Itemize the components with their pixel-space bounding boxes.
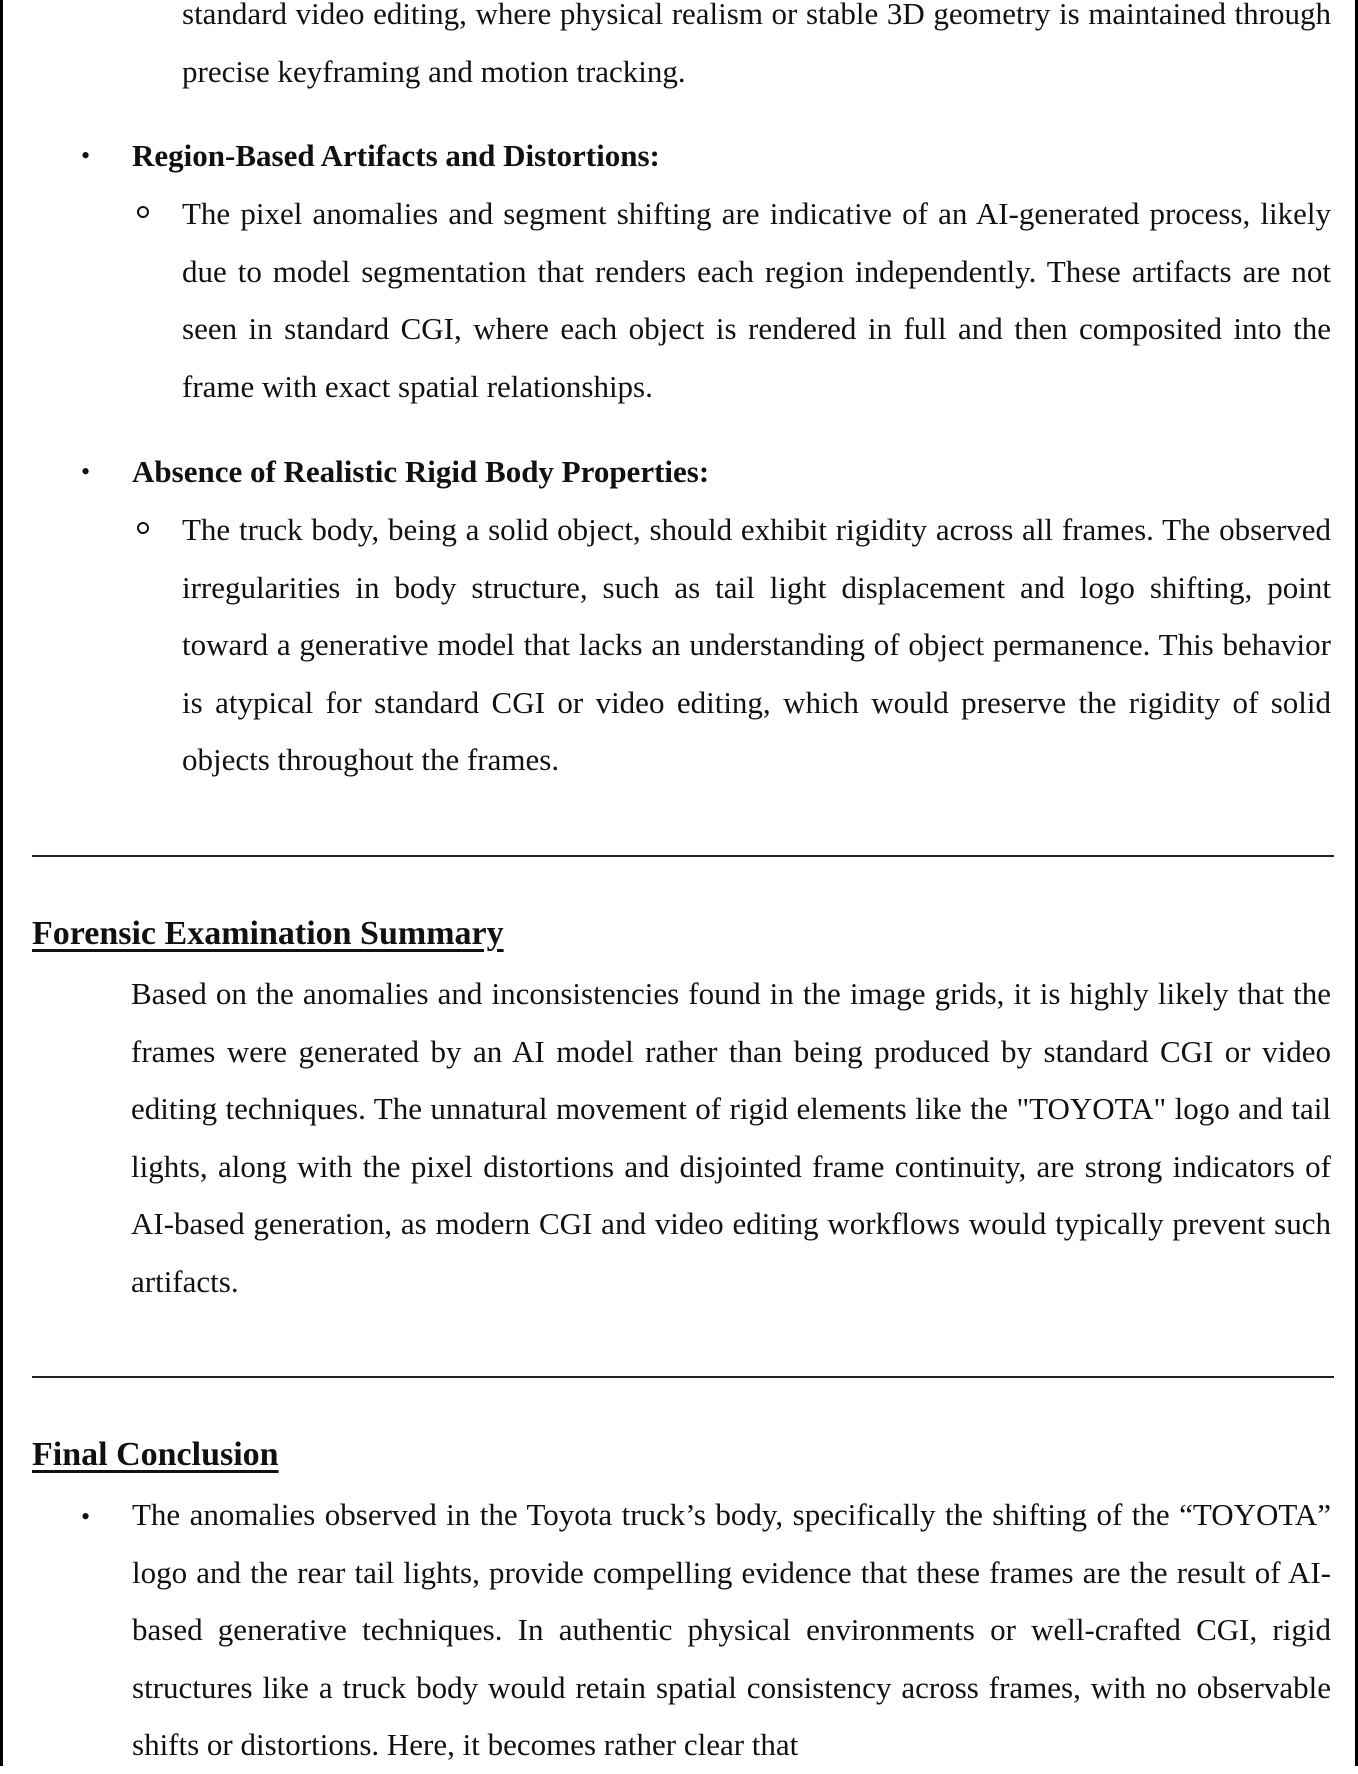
section-heading-forensic-summary: Forensic Examination Summary [32, 915, 504, 952]
continued-paragraph: standard video editing, where physical realism or stable 3D geometry is maintained through precise keyframing and motion tracking. [182, 0, 1331, 89]
section-divider [32, 855, 1334, 857]
bullet-icon: • [81, 457, 91, 486]
final-conclusion-paragraph: The anomalies observed in the Toyota truck’s body, specifically the shifting of the “TOYOTA” logo and the rear tail lights, provide compelling evidence that these frames are the result of AI-based generative techniques. In authentic physical environments or well-crafted CGI, rigid structures like a truck body would retain spatial consistency across frames, with no observable shifts or distortions. Here, it becomes rather clear that [132, 1497, 1331, 1762]
bullet-icon: • [81, 141, 91, 170]
forensic-summary-paragraph: Based on the anomalies and inconsistencies found in the image grids, it is highly likely that the frames were generated by an AI model rather than being produced by standard CGI or video editing techniques. The unnatural movement of rigid elements like the "TOYOTA" logo and tail lights, along with the pixel distortions and disjointed frame continuity, are strong indicators of AI-based generation, as modern CGI and video editing workflows would typically prevent such artifacts. [131, 976, 1331, 1299]
section-heading-final-conclusion: Final Conclusion [32, 1436, 279, 1473]
circle-bullet-icon [137, 206, 149, 218]
sub-paragraph-region-artifacts: The pixel anomalies and segment shifting are indicative of an AI-generated process, likely due to model segmentation that renders each region independently. These artifacts are not seen in standard CGI, where each object is rendered in full and then composited into the frame with exact spatial relationships. [182, 196, 1331, 404]
bullet-heading-region-artifacts: Region-Based Artifacts and Distortions: [132, 138, 660, 173]
bullet-heading-rigid-body: Absence of Realistic Rigid Body Properties: [132, 454, 710, 489]
circle-bullet-icon [137, 522, 149, 534]
sub-paragraph-rigid-body: The truck body, being a solid object, should exhibit rigidity across all frames. The observed irregularities in body structure, such as tail light displacement and logo shifting, point toward a generative model that lacks an understanding of object permanence. This behavior is atypical for standard CGI or video editing, which would preserve the rigidity of solid objects throughout the frames. [182, 512, 1331, 777]
section-divider [32, 1376, 1334, 1378]
bullet-icon: • [81, 1502, 91, 1531]
